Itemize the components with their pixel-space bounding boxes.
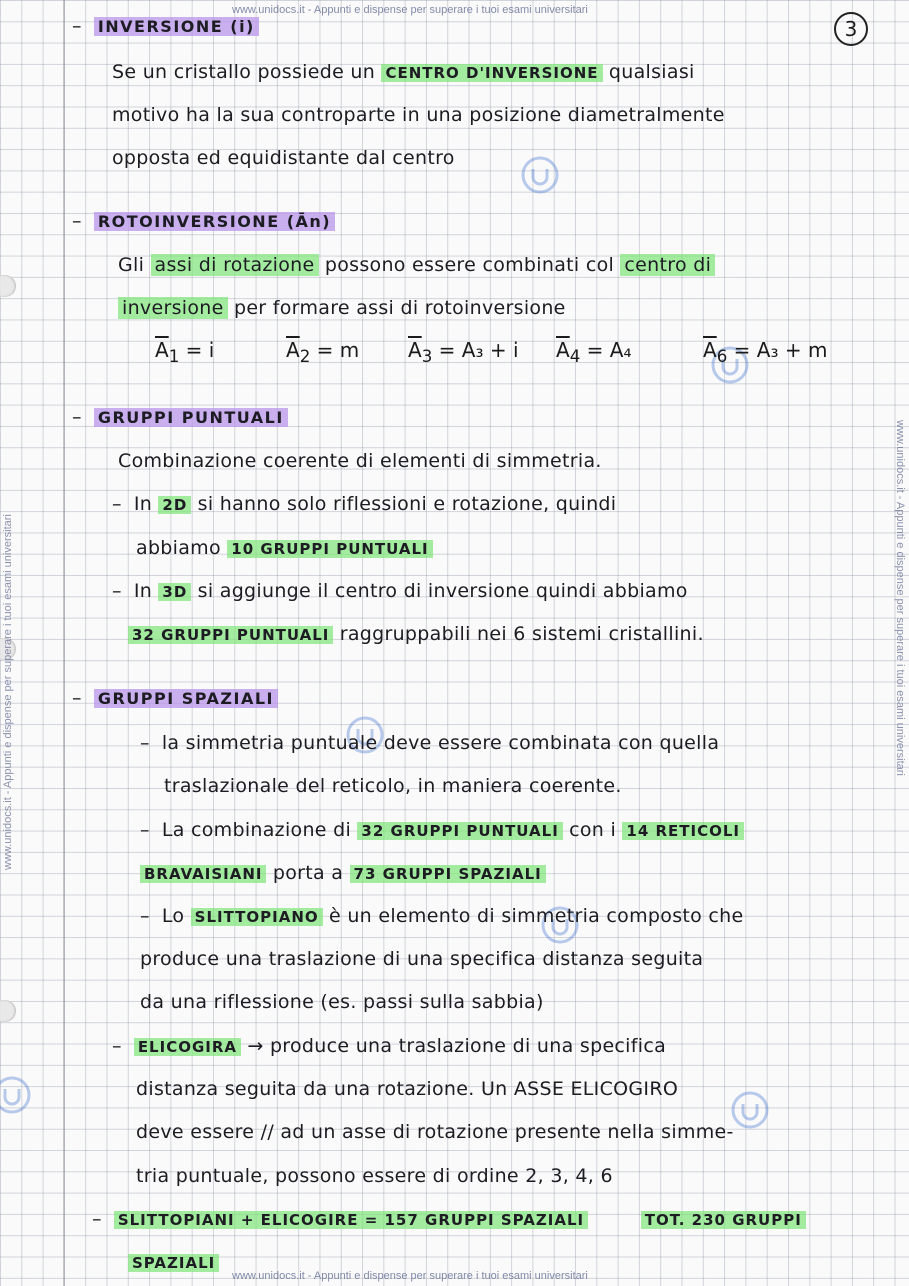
text-line: deve essere // ad un asse di rotazione presente nella simme- (136, 1121, 734, 1143)
text-line: tria puntuale, possono essere di ordine 2, 3, 4, 6 (136, 1165, 613, 1187)
watermark-left: www.unidocs.it - Appunti e dispense per superare i tuoi esami universitari (2, 514, 14, 870)
highlight: 10 GRUPPI PUNTUALI (227, 540, 432, 558)
text-line: Combinazione coerente di elementi di simmetria. (118, 450, 602, 472)
page-number: 3 (834, 12, 868, 46)
text-line: abbiamo 10 GRUPPI PUNTUALI (136, 534, 433, 563)
highlight: SPAZIALI (128, 1254, 219, 1272)
arrow-icon: → (247, 1035, 264, 1057)
highlight: assi di rotazione (151, 254, 319, 276)
text-line: traslazionale del reticolo, in maniera coerente. (164, 775, 622, 797)
bullet-line: – la simmetria puntuale deve essere combinata con quella (140, 732, 720, 754)
section-title: ROTOINVERSIONE (Ān) (94, 212, 335, 231)
text-line: Gli assi di rotazione possono essere combinati col centro di (118, 251, 715, 279)
margin-line (63, 0, 65, 1286)
watermark-right: www.unidocs.it - Appunti e dispense per superare i tuoi esami universitari (894, 420, 906, 776)
text-line: inversione per formare assi di rotoinversione (118, 294, 566, 322)
text-line: da una riflessione (es. passi sulla sabbia) (140, 991, 544, 1013)
formula: $\overline{A}_1 = i$ (155, 338, 215, 366)
summary-line (128, 1248, 219, 1277)
formula: $\overline{A}_2 = m$ (286, 338, 360, 366)
text-line: opposta ed equidistante dal centro (112, 147, 455, 169)
text-line: motivo ha la sua controparte in una posizione diametralmente (112, 104, 725, 126)
highlight: TOT. 230 GRUPPI (641, 1211, 806, 1229)
unidocs-logo-icon (520, 155, 560, 195)
formula: $\overline{A}_3 = A_3 + i$ (408, 338, 519, 366)
section-gruppi-spaziali-heading: – GRUPPI SPAZIALI (72, 684, 278, 713)
highlight: 14 RETICOLI (622, 822, 744, 840)
watermark-bottom: www.unidocs.it - Appunti e dispense per superare i tuoi esami universitari (232, 1270, 588, 1282)
unidocs-logo-icon (0, 1075, 32, 1115)
highlight: 32 GRUPPI PUNTUALI (128, 626, 333, 644)
highlight: ELICOGIRA (134, 1038, 241, 1056)
watermark-top: www.unidocs.it - Appunti e dispense per superare i tuoi esami universitari (232, 4, 588, 16)
bullet-line: – La combinazione di 32 GRUPPI PUNTUALI con i 14 RETICOLI (140, 816, 744, 845)
text-line: BRAVAISIANI porta a 73 GRUPPI SPAZIALI (140, 859, 546, 888)
section-title: GRUPPI PUNTUALI (94, 408, 288, 427)
highlight: centro di (620, 254, 715, 276)
text-line: 32 GRUPPI PUNTUALI raggruppabili nei 6 sistemi cristallini. (128, 620, 704, 649)
section-title: INVERSIONE (i) (94, 17, 259, 36)
summary-line: – SLITTOPIANI + ELICOGIRE = 157 GRUPPI SPAZIALI TOT. 230 GRUPPI (92, 1205, 806, 1234)
section-title: GRUPPI SPAZIALI (94, 689, 278, 708)
highlight: SLITTOPIANO (191, 908, 323, 926)
formula: $\overline{A}_6 = A_3 + m$ (703, 338, 828, 366)
bullet-line: – In 3D si aggiunge il centro di inversione quindi abbiamo (112, 580, 688, 602)
highlight: inversione (118, 297, 228, 319)
highlight: BRAVAISIANI (140, 865, 266, 883)
text-line: Se un cristallo possiede un CENTRO D'INVERSIONE qualsiasi (112, 61, 695, 83)
section-inversione-heading: – INVERSIONE (i) (72, 12, 259, 41)
highlight: 73 GRUPPI SPAZIALI (350, 865, 546, 883)
highlight: SLITTOPIANI + ELICOGIRE = 157 GRUPPI SPAZIALI (114, 1211, 588, 1229)
bullet-line: – ELICOGIRA → produce una traslazione di una specifica (112, 1035, 667, 1057)
highlight: 2D (158, 496, 191, 514)
highlight: 32 GRUPPI PUNTUALI (357, 822, 562, 840)
bullet-line: – In 2D si hanno solo riflessioni e rotazione, quindi (112, 493, 617, 515)
section-rotoinversione-heading: – ROTOINVERSIONE (Ān) (72, 207, 335, 236)
unidocs-logo-icon (730, 1090, 770, 1130)
punch-hole (0, 1000, 16, 1022)
bullet-line: – Lo SLITTOPIANO è un elemento di simmetria composto che (140, 905, 744, 927)
highlight: 3D (158, 583, 191, 601)
formula: $\overline{A}_4 = A_4$ (556, 338, 632, 366)
text-line: produce una traslazione di una specifica distanza seguita (140, 948, 704, 970)
section-gruppi-puntuali-heading: – GRUPPI PUNTUALI (72, 403, 288, 432)
text-line: distanza seguita da una rotazione. Un ASSE ELICOGIRO (136, 1078, 679, 1100)
punch-hole (0, 275, 16, 297)
highlight: CENTRO D'INVERSIONE (381, 64, 602, 82)
